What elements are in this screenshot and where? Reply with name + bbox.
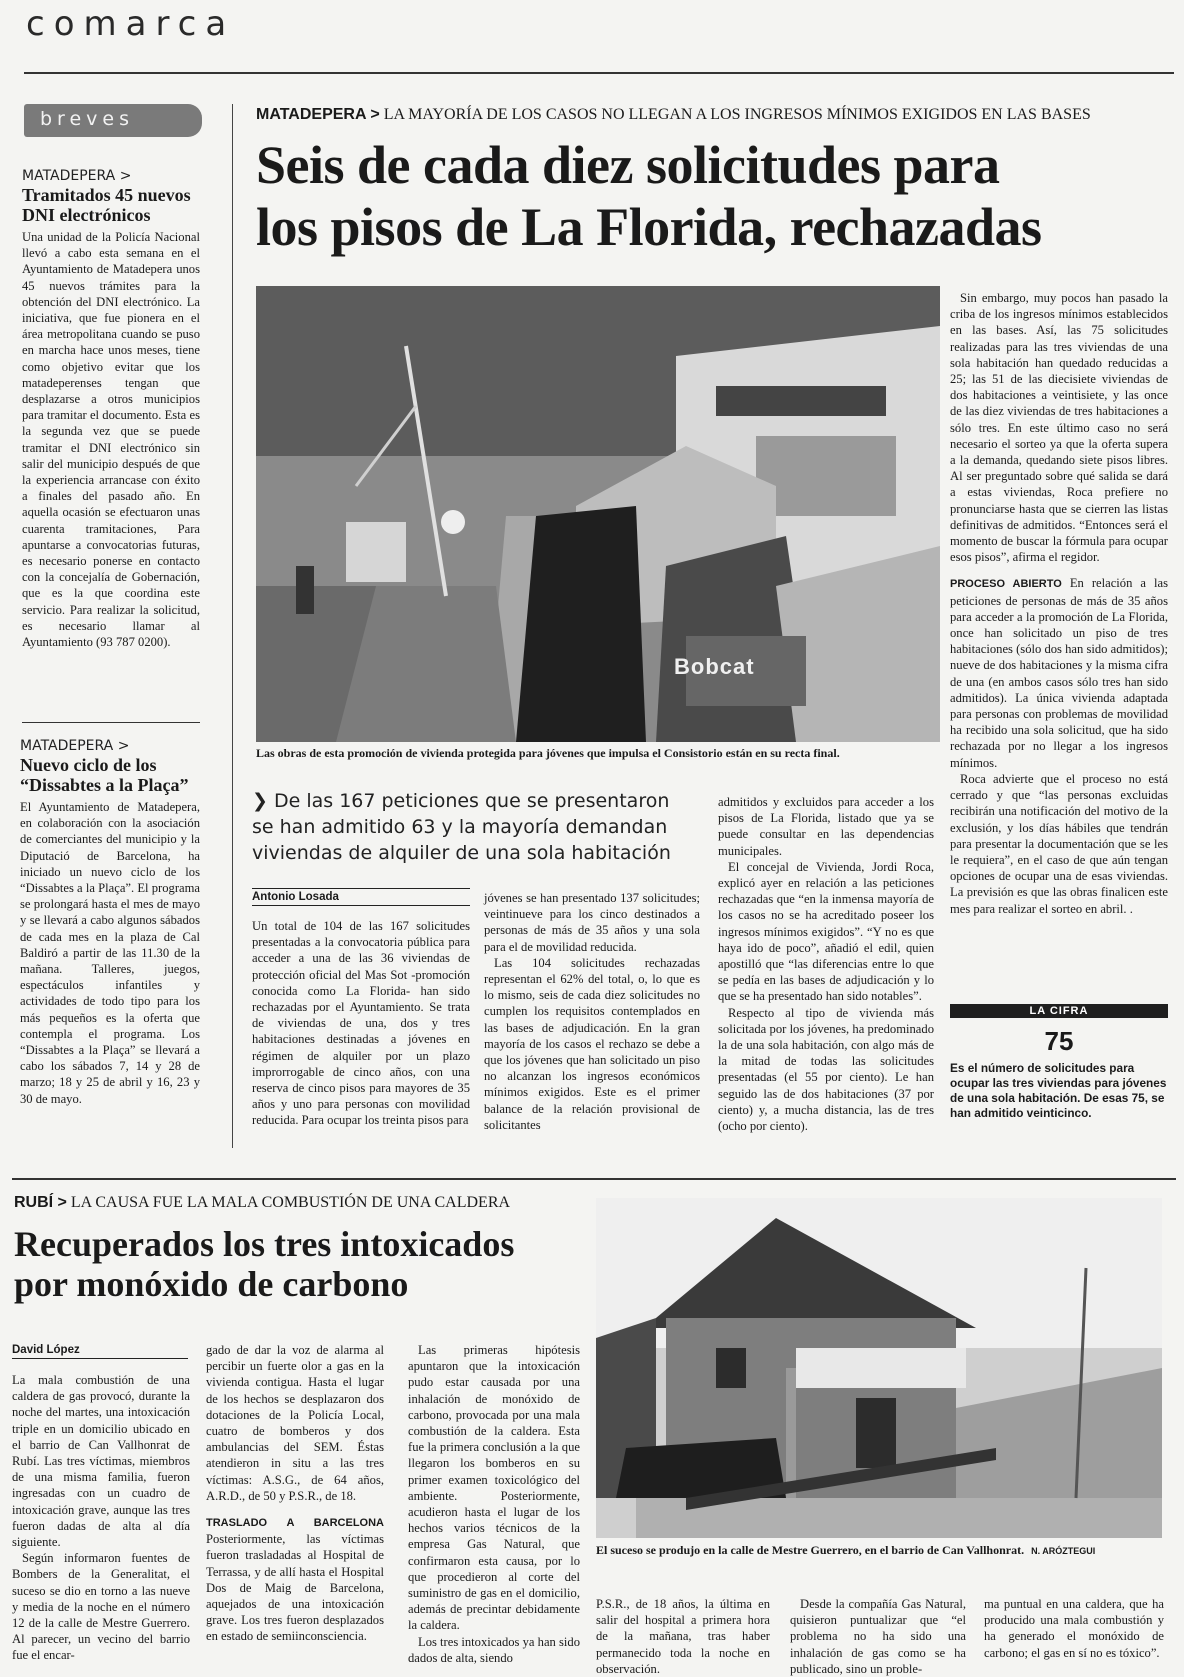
construction-photo xyxy=(256,286,940,742)
second-col-2-p1: gado de dar la voz de alarma al percibir un fuerte olor a gas en la vivienda contigua. Hasta el lugar de los hechos se desplazaron dos dotaciones de la Policía Local, cuatro de bomberos y dos ambulancias del SEM. Éstas atendieron in situ a las tres víctimas: A.S.G., de 64 años, A.R.D., de 50 y P.S.R., de 18. xyxy=(206,1343,384,1503)
house-photo-caption-text: El suceso se produjo en la calle de Mestre Guerrero, en el barrio de Can Vallhonrat. xyxy=(596,1543,1025,1557)
second-col-6-text: ma puntual en una caldera, que ha producido una mala combustión y ha generado el monóxido de carbono; el gas en sí no es tóxico”. xyxy=(984,1597,1164,1660)
traslado-lead: TRASLADO A BARCELONA xyxy=(206,1517,384,1530)
subhead-bullet-icon: ❯ xyxy=(252,790,268,812)
main-headline-line-2: los pisos de La Florida, rechazadas xyxy=(256,197,1042,257)
main-right-p1: Sin embargo, muy pocos han pasado la criba de los ingresos mínimos establecidos en las bases. Así, las 75 solicitudes realizadas para las tres viviendas de una sola habitación han quedado reducidas a 25; las 51 de las diecisiete viviendas de dos habitaciones a veintisiete, y las once de las diez viviendas de tres habitaciones a sólo tres. En este último caso no será necesario el sorteo ya que la oferta supera a la demanda, quedando siete pisos libres. Al ser preguntado sobre qué salida se dará a estas viviendas, Roca prefiere no pronunciarse hasta que se cierren las listas definitivas de admitidos. “Entonces será el momento de buscar la fórmula para ocupar esos pisos”, afirma el regidor. xyxy=(950,291,1168,565)
main-col-2 xyxy=(484,890,700,1133)
main-kicker-text: LA MAYORÍA DE LOS CASOS NO LLEGAN A LOS INGRESOS MÍNIMOS EXIGIDOS EN LAS BASES xyxy=(383,106,1091,123)
second-col-6 xyxy=(984,1596,1164,1661)
second-headline xyxy=(14,1224,594,1304)
second-author: David López xyxy=(12,1342,188,1359)
main-col-3-p1: admitidos y excluidos para acceder a los pisos de La Florida, listado que ya se puede consultar en las dependencias municipales. xyxy=(718,795,934,858)
brief-2 xyxy=(20,738,200,1107)
second-col-5-text: Desde la compañía Gas Natural, quisieron puntualizar que “el problema no ha sido una inhalación de gas como se ha publicado, sino un proble- xyxy=(790,1597,966,1676)
main-right-p3: Roca advierte que el proceso no está cerrado y que “las personas excluidas recibirán una notificación del motivo de la exclusión, y los días hábiles que tendrán para presentar la documentación que se les le requiera”, en el caso de que aún tengan opciones de ocupar una de esas viviendas. La previsión es que las obras finalicen este mes para realizar el sorteo en abril. . xyxy=(950,771,1168,916)
brief-2-text: El Ayuntamiento de Matadepera, en colaboración con la asociación de comerciantes del municipio y la Diputació de Barcelona, ha iniciado un nuevo ciclo de los “Dissabtes a la Plaça”. El programa se prolongará hasta el mes de mayo y se llevará a cabo algunos sábados de cada mes en la plaza de Cal Baldiró a partir de las 11.30 de la mañana. Talleres, juegos, espectáculos infantiles y actividades de todo tipo para los más pequeños es la oferta que contempla el programa. Los “Dissabtes a la Plaça” se llevará a cabo los sábados 7, 14 y 28 de marzo; 18 y 25 de abril y 16, 23 y 30 de mayo. xyxy=(20,800,200,1106)
second-col-1-p2: Según informaron fuentes de Bombers de la Generalitat, el suceso se dio en torno a las nueve y media de la noche en el número 12 de la calle de Mestre Guerrero. Al parecer, un vecino del barrio fue el encar- xyxy=(12,1551,190,1663)
main-col-3-p2: El concejal de Vivienda, Jordi Roca, explicó ayer en relación a las peticiones rechazadas que “en la inmensa mayoría de los casos no se ha acreditado poseer los ingresos mínimos exigidos”. “Y no es que haya ido de poco”, añadió el edil, quien apostilló que “las diferencias entre lo que se pedía en las bases de adjudicación y lo que se ha presentado han sido notables”. xyxy=(718,859,934,1004)
main-col-1 xyxy=(252,918,470,1129)
brief-1-kicker: MATADEPERA > xyxy=(22,168,132,184)
main-right-p2: En relación a las peticiones de personas de más de 35 años para acceder a la promoción de La Florida, once han solicitado un piso de tres habitaciones (sólo dos han sido admitidos); nueve de dos habitaciones y la misma cifra de una (en ambos casos sólo tres han sido admitidos). La única vivienda adaptada para personas con problemas de movilidad ha recibido una sola solicitud, que ha sido rechazada por no llegar a los ingresos mínimos. xyxy=(950,576,1168,770)
main-headline xyxy=(256,134,1176,258)
second-col-2-p2: Posteriormente, las víctimas fueron trasladadas al Hospital de Terrassa, y de allí hasta el Hospital Dos de Maig de Barcelona, aquejados de una intoxicación grave. Los tres fueron desplazados en estado de semiinconsciencia. xyxy=(206,1532,384,1644)
second-kicker-town: RUBÍ > xyxy=(14,1194,67,1211)
la-cifra-box xyxy=(950,1004,1168,1121)
second-headline-line-1: Recuperados los tres intoxicados xyxy=(14,1224,515,1264)
main-col-2-p2: Las 104 solicitudes rechazadas representan el 62% del total, o, lo que es lo mismo, seis de cada diez solicitudes no cumplen los requisitos contemplados en las bases de adjudicación. En la gran mayoría de los casos el rechazo se debe a que los jóvenes que han solicitado un piso no alcanzan los ingresos económicos mínimos exigidos. Este es el primer balance de la relación provisional de solicitantes xyxy=(484,955,700,1132)
section-title: comarca xyxy=(26,4,236,44)
second-col-4-text: P.S.R., de 18 años, la última en salir del hospital a primera hora de la mañana, tras haber permanecido toda la noche en observación. xyxy=(596,1597,770,1676)
brief-1-text: Una unidad de la Policía Nacional llevó a cabo esta semana en el Ayuntamiento de Matadepera unos 45 nuevos trámites para la obtención del DNI electrónico. La iniciativa, que fue pionera en el área metropolitana cuando se puso en marcha hace unos meses, tiene como objetivo evitar que los matadeperenses tengan que desplazarse a otros municipios para tramitar el documento. Esta es la segunda vez que se puede tramitar el DNI electrónico sin salir del municipio después de que la experiencia arrancase con éxito a finales del pasado año. En aquella ocasión se efectuaron unas cuarenta tramitaciones, Para apuntarse a convocatorias futuras, es necesario ponerse en contacto con la concejalía de Gobernación, que es la que coordina este servicio. Para realizar la solicitud, es necesario llamar al Ayuntamiento (93 787 0200). xyxy=(22,230,200,650)
main-right-col xyxy=(950,290,1168,917)
second-col-1-p1: La mala combustión de una caldera de gas provocó, durante la noche del martes, una intoxicación triple en un domicilio ubicado en el barrio de Can Vallhonrat de Rubí. Las tres víctimas, miembros de una misma familia, fueron ingresadas con un cuadro de intoxicación grave, aunque las tres fueron dadas de alta al día siguiente. xyxy=(12,1373,190,1550)
second-col-3-p2: Los tres intoxicados ya han sido dados de alta, siendo xyxy=(408,1634,580,1665)
la-cifra-number: 75 xyxy=(1044,1026,1074,1056)
second-kicker-text: LA CAUSA FUE LA MALA COMBUSTIÓN DE UNA CALDERA xyxy=(70,1194,511,1211)
main-col-3-p3: Respecto al tipo de vivienda más solicitada por los jóvenes, ha predominado la de una sola habitación, con algo más de la mitad de todas las solicitudes presentadas (el 55 por ciento). Le han seguido las de dos habitaciones (37 por ciento) y, a mucha distancia, las de tres (ocho por ciento). xyxy=(718,1005,934,1134)
main-subheadline xyxy=(252,788,682,866)
la-cifra-label: LA CIFRA xyxy=(950,1004,1168,1018)
house-photo-credit: N. ARÓZTEGUI xyxy=(1031,1546,1096,1556)
main-right-p2-wrap xyxy=(950,575,1168,770)
brief-1 xyxy=(22,168,200,650)
section-divider xyxy=(12,1178,1176,1180)
la-cifra-text: Es el número de solicitudes para ocupar las tres viviendas para jóvenes de una sola habitación. De esas 75, se han admitido veinticinco. xyxy=(950,1061,1167,1120)
second-kicker xyxy=(14,1194,594,1212)
main-kicker-town: MATADEPERA > xyxy=(256,106,380,123)
brief-2-kicker: MATADEPERA > xyxy=(20,738,130,754)
briefs-column-rule xyxy=(232,104,233,1148)
main-kicker xyxy=(256,106,1156,124)
main-photo-caption: Las obras de esta promoción de vivienda protegida para jóvenes que impulsa el Consistorio están en su recta final. xyxy=(256,746,840,760)
main-col-2-p1: jóvenes se han presentado 137 solicitudes; veintinueve para los cinco destinados a personas de más de 35 años y una sola para el de movilidad reducida. xyxy=(484,891,700,954)
second-col-3 xyxy=(408,1342,580,1666)
house-photo-caption xyxy=(596,1543,1162,1559)
second-col-1 xyxy=(12,1372,190,1664)
second-headline-line-2: por monóxido de carbono xyxy=(14,1264,409,1304)
second-col-2 xyxy=(206,1342,384,1645)
second-col-2-p2-wrap xyxy=(206,1514,384,1645)
main-subheadline-text: De las 167 peticiones que se presentaron se han admitido 63 y la mayoría demandan viviendas de alquiler de una sola habitación xyxy=(252,790,671,864)
main-col-3 xyxy=(718,794,934,1134)
brief-1-headline: Tramitados 45 nuevos DNI electrónicos xyxy=(22,185,191,225)
second-col-3-p1: Las primeras hipótesis apuntaron que la intoxicación pudo estar causada por una inhalación de monóxido de carbono, provocada por una mala combustión de la caldera. Esta fue la primera conclusión a la que llegaron los bomberos en su primer examen toxicológico del ambiente. Posteriormente, acudieron hasta el lugar de los hechos varios técnicos de la empresa Gas Natural, que confirmaron esta causa, por lo que procedieron al corte del suministro de gas en el domicilio, además de precintar debidamente la caldera. xyxy=(408,1343,580,1633)
photo-sign-text: Bobcat xyxy=(674,654,755,679)
second-col-5 xyxy=(790,1596,966,1677)
brief-2-headline: Nuevo ciclo de los “Dissabtes a la Plaça” xyxy=(20,755,189,795)
main-author: Antonio Losada xyxy=(252,888,470,906)
brief-divider xyxy=(22,722,200,723)
header-rule xyxy=(24,72,1174,74)
main-headline-line-1: Seis de cada diez solicitudes para xyxy=(256,135,1000,195)
house-photo xyxy=(596,1198,1162,1538)
proceso-abierto-lead: PROCESO ABIERTO xyxy=(950,578,1062,591)
main-col-1-text: Un total de 104 de las 167 solicitudes presentadas a la convocatoria pública para acceder a una de las 36 viviendas de protección oficial del Mas Sot -promoción conocida como La Florida- han sido rechazadas por el Ayuntamiento. Se trata de viviendas de una, dos y tres habitaciones destinadas a jóvenes en régimen de alquiler por un plazo improrrogable de cinco años, con una reserva de cinco pisos para mayores de 35 años y uno para personas con movilidad reducida. Para ocupar los treinta pisos para xyxy=(252,919,470,1128)
second-col-4 xyxy=(596,1596,770,1677)
breves-label: breves xyxy=(24,104,202,137)
